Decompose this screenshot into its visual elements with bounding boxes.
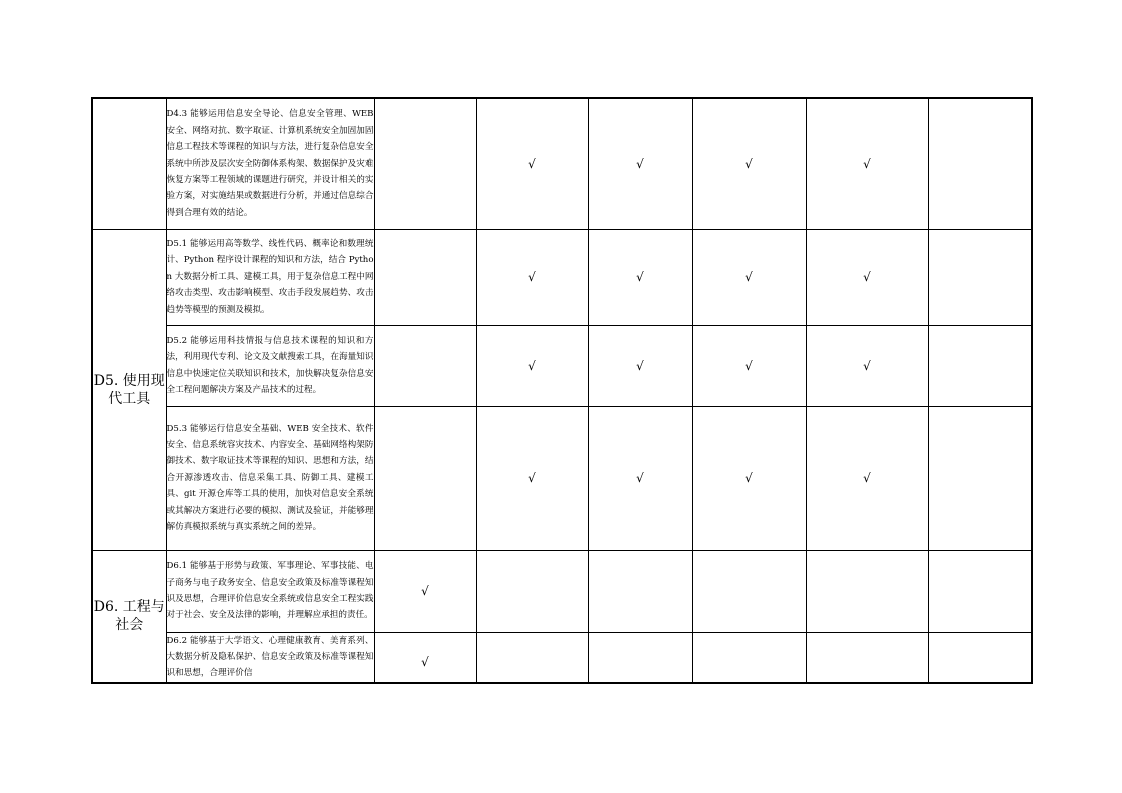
support-mark xyxy=(692,632,806,683)
table-row xyxy=(92,632,1032,683)
support-mark: √ xyxy=(692,325,806,406)
support-mark xyxy=(806,550,928,632)
support-mark: √ xyxy=(692,229,806,325)
support-mark: √ xyxy=(374,632,476,683)
support-mark: √ xyxy=(806,98,928,229)
support-mark xyxy=(588,632,692,683)
indicator-description: D6.2 能够基于大学语文、心理健康教育、美育系列、大数据分析及隐私保护、信息安全政策及标准等课程知识和思想，合理评价信 xyxy=(166,632,374,683)
group-cell-continued xyxy=(92,98,166,229)
support-mark xyxy=(374,406,476,550)
support-mark: √ xyxy=(806,229,928,325)
table-row xyxy=(92,98,1032,229)
support-mark xyxy=(928,550,1032,632)
support-mark: √ xyxy=(476,229,588,325)
table-row xyxy=(92,325,1032,406)
table-row xyxy=(92,406,1032,550)
support-mark xyxy=(476,632,588,683)
support-mark xyxy=(374,98,476,229)
support-mark: √ xyxy=(692,406,806,550)
support-mark: √ xyxy=(588,229,692,325)
support-mark: √ xyxy=(692,98,806,229)
requirement-group-label: D6. 工程与社会 xyxy=(92,550,166,683)
support-mark xyxy=(928,632,1032,683)
course-support-matrix xyxy=(91,97,1033,684)
indicator-description: D6.1 能够基于形势与政策、军事理论、军事技能、电子商务与电子政务安全、信息安全政策及标准等课程知识及思想，合理评价信息安全系统或信息安全工程实践对于社会、安全及法律的影响，并理解应承担的责任。 xyxy=(166,550,374,632)
support-mark xyxy=(692,550,806,632)
support-mark: √ xyxy=(588,406,692,550)
support-mark: √ xyxy=(476,325,588,406)
indicator-description: D4.3 能够运用信息安全导论、信息安全管理、WEB 安全、网络对抗、数字取证、计算机系统安全加固加固信息工程技术等课程的知识与方法，进行复杂信息安全系统中所涉及层次安全防御体系构架、数据保护及灾难恢复方案等工程领域的课题进行研究，并设计相关的实验方案，对实施结果或数据进行分析，并通过信息综合得到合理有效的结论。 xyxy=(166,98,374,229)
support-mark xyxy=(928,406,1032,550)
support-mark xyxy=(476,550,588,632)
indicator-description: D5.1 能够运用高等数学、线性代码、概率论和数理统计、Python 程序设计课程的知识和方法，结合 Python 大数据分析工具、建模工具，用于复杂信息工程中网络攻击类型、攻击影响模型、攻击手段发展趋势、攻击趋势等模型的预测及模拟。 xyxy=(166,229,374,325)
support-mark xyxy=(928,325,1032,406)
indicator-description: D5.3 能够运行信息安全基础、WEB 安全技术、软件安全、信息系统容灾技术、内容安全、基础网络构架防御技术、数字取证技术等课程的知识、思想和方法，结合开源渗透攻击、信息采集工具、防御工具、建模工具、git 开源仓库等工具的使用，加快对信息安全系统或其解决方案进行必要的模拟、测试及验证，并能够理解仿真模拟系统与真实系统之间的差异。 xyxy=(166,406,374,550)
support-mark xyxy=(588,550,692,632)
support-mark xyxy=(806,632,928,683)
support-mark xyxy=(374,325,476,406)
support-mark: √ xyxy=(806,406,928,550)
indicator-description: D5.2 能够运用科技情报与信息技术课程的知识和方法，利用现代专利、论文及文献搜索工具，在海量知识信息中快速定位关联知识和技术，加快解决复杂信息安全工程问题解决方案及产品技术的过程。 xyxy=(166,325,374,406)
support-mark: √ xyxy=(476,98,588,229)
support-mark xyxy=(374,229,476,325)
support-mark xyxy=(928,98,1032,229)
table-row xyxy=(92,550,1032,632)
requirement-group-label: D5. 使用现代工具 xyxy=(92,229,166,550)
support-mark xyxy=(928,229,1032,325)
table-row xyxy=(92,229,1032,325)
support-mark: √ xyxy=(374,550,476,632)
support-mark: √ xyxy=(588,325,692,406)
support-mark: √ xyxy=(806,325,928,406)
support-mark: √ xyxy=(588,98,692,229)
support-mark: √ xyxy=(476,406,588,550)
